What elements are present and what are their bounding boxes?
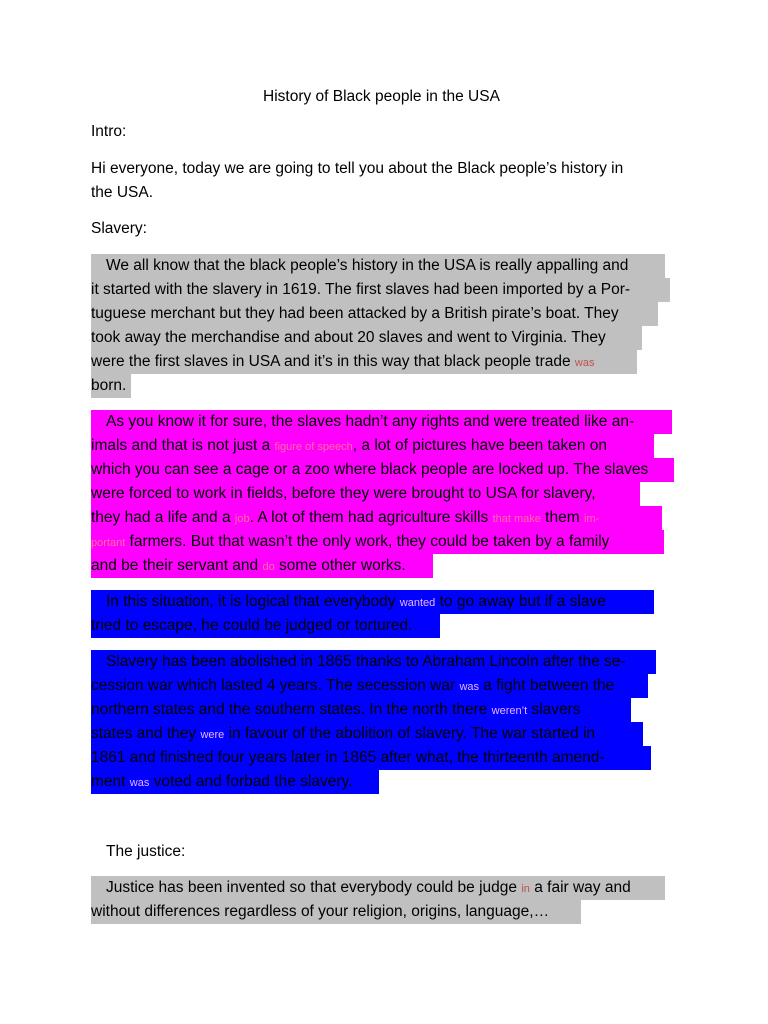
paragraph-line: which you can see a cage or a zoo where black people are locked up. The slaves — [91, 458, 674, 482]
paragraph-line — [91, 590, 654, 614]
paragraph-line — [91, 722, 643, 746]
line-text: imals and that is not just a — [91, 437, 275, 454]
intro-line: the USA. — [91, 184, 154, 201]
correction-note: im- — [583, 513, 600, 525]
paragraph-line: born. — [91, 374, 131, 398]
line-text: a fight between the — [479, 677, 615, 694]
correction-note: do — [262, 561, 275, 573]
correction-note: job — [234, 513, 250, 525]
line-text: . A lot of them had agriculture skills — [249, 509, 493, 526]
correction-note: figure of speech — [274, 441, 353, 453]
line-text: slavers — [527, 701, 581, 718]
line-text: ment — [91, 773, 130, 790]
paragraph-line — [91, 434, 654, 458]
intro-heading: Intro: — [91, 123, 127, 140]
correction-note: was — [459, 681, 479, 693]
paragraph-line: We all know that the black people’s history in the USA is really appalling and — [91, 254, 665, 278]
paragraph-line — [91, 554, 433, 578]
line-text: farmers. But that wasn’t the only work, they could be taken by a family — [125, 533, 610, 550]
paragraph-line: it started with the slavery in 1619. The first slaves had been imported by a Por- — [91, 278, 670, 302]
line-text: states and they — [91, 725, 201, 742]
line-text: them — [540, 509, 584, 526]
line-text: Justice has been invented so that everybody could be judge — [106, 879, 522, 896]
line-text: and be their servant and — [91, 557, 263, 574]
correction-note: were — [200, 729, 225, 741]
slavery-heading: Slavery: — [91, 220, 147, 237]
correction-note: that make — [492, 513, 541, 525]
line-text: they had a life and a — [91, 509, 235, 526]
paragraph-line: Slavery has been abolished in 1865 thanks to Abraham Lincoln after the se- — [91, 650, 656, 674]
line-text: In this situation, it is logical that everybody — [106, 593, 400, 610]
paragraph-line — [91, 770, 379, 794]
paragraph-line: 1861 and finished four years later in 1865 after what, the thirteenth amend- — [91, 746, 651, 770]
line-text: were the first slaves in USA and it’s in this way that black people trade — [91, 353, 575, 370]
correction-note: in — [521, 883, 530, 895]
line-text: northern states and the southern states. In the north there — [91, 701, 492, 718]
paragraph-line: As you know it for sure, the slaves hadn’t any rights and were treated like an- — [91, 410, 672, 434]
paragraph-line: were forced to work in fields, before they were brought to USA for slavery, — [91, 482, 640, 506]
line-text: a fair way and — [529, 879, 631, 896]
line-text: voted and forbad the slavery. — [149, 773, 353, 790]
paragraph-line: without differences regardless of your religion, origins, language,… — [91, 900, 581, 924]
line-text: some other works. — [274, 557, 406, 574]
paragraph-line: tuguese merchant but they had been attacked by a British pirate’s boat. They — [91, 302, 658, 326]
document-title: History of Black people in the USA — [263, 88, 500, 105]
correction-note: portant — [91, 537, 126, 549]
line-text: cession war which lasted 4 years. The secession war — [91, 677, 460, 694]
correction-note: wanted — [399, 597, 436, 609]
correction-note: was — [129, 777, 150, 789]
paragraph-line — [91, 350, 637, 374]
intro-line: Hi everyone, today we are going to tell you about the Black people’s history in — [91, 160, 624, 177]
line-text: in favour of the abolition of slavery. The war started in — [224, 725, 596, 742]
paragraph-line — [91, 506, 662, 530]
paragraph-line — [91, 698, 631, 722]
correction-note: weren’t — [491, 705, 528, 717]
paragraph-line: tried to escape, he could be judged or tortured. — [91, 614, 440, 638]
correction-note: was — [574, 357, 595, 369]
paragraph-line — [91, 876, 665, 900]
line-text: , a lot of pictures have been taken on — [352, 437, 607, 454]
justice-heading: The justice: — [106, 843, 186, 860]
paragraph-line: took away the merchandise and about 20 slaves and went to Virginia. They — [91, 326, 642, 350]
paragraph-line — [91, 530, 664, 554]
paragraph-line — [91, 674, 648, 698]
line-text: to go away but if a slave — [435, 593, 606, 610]
